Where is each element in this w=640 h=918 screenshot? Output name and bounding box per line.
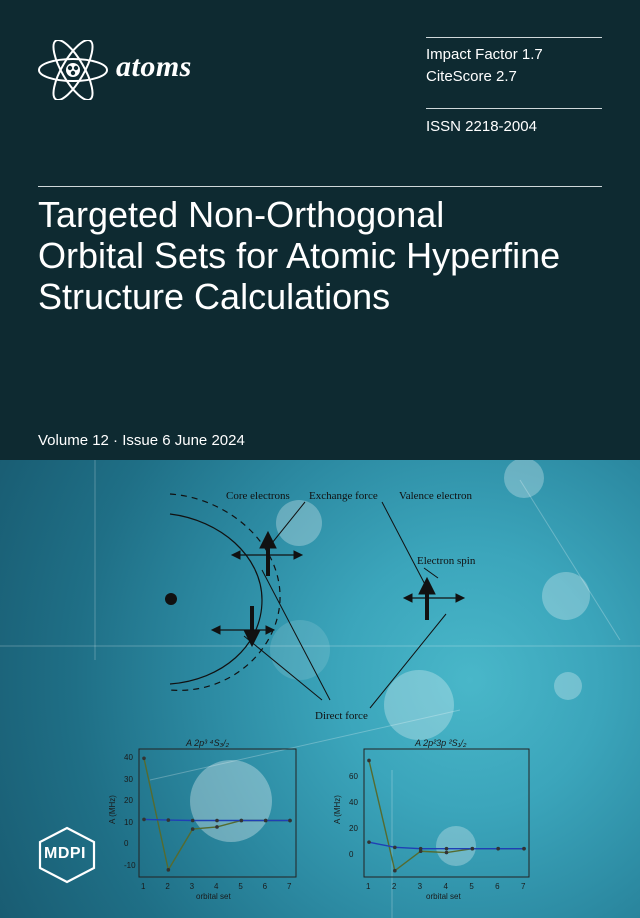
impact-factor: Impact Factor 1.7 [426,46,543,63]
data-point [419,847,423,851]
data-point [240,819,244,823]
x-tick-label: 6 [262,882,268,891]
y-tick-label: 20 [349,824,358,834]
issn: ISSN 2218-2004 [426,118,537,135]
data-point [471,847,475,851]
series-line [144,758,290,870]
data-point [288,819,292,823]
x-axis-label: orbital set [196,892,231,901]
electron-spin-label: Electron spin [417,555,476,567]
x-tick-label: 5 [238,882,243,891]
x-tick-label: 4 [443,882,448,891]
y-tick-label: -10 [124,860,136,870]
data-point [367,759,371,763]
chart-title: A 2p²3p ²S₁/₂ [415,738,467,748]
data-point [393,869,397,873]
x-tick-label: 7 [521,882,526,891]
data-point [264,819,268,823]
y-tick-label: 0 [349,850,354,860]
x-tick-label: 2 [165,882,170,891]
x-tick-label: 7 [287,882,292,891]
data-point [142,818,146,822]
data-point [167,868,171,872]
data-point [496,847,500,851]
y-tick-label: 40 [124,753,133,763]
x-tick-label: 3 [417,882,423,891]
data-point [215,819,219,823]
core-electrons-label: Core electrons [226,490,290,502]
data-point [191,819,195,823]
x-tick-label: 4 [214,882,219,891]
data-point [445,847,449,851]
journal-name: atoms [116,50,192,83]
data-point [393,846,397,850]
mdpi-logo [36,826,98,884]
citescore: CiteScore 2.7 [426,68,517,85]
publisher-name: MDPI [44,845,86,862]
title-line: Structure Calculations [38,276,391,317]
valence-electron-label: Valence electron [399,490,472,502]
x-tick-label: 3 [189,882,195,891]
y-tick-label: 30 [124,774,133,784]
divider [426,108,602,109]
x-tick-label: 6 [495,882,500,891]
y-axis-label: A (MHz) [332,795,342,824]
data-point [215,825,219,829]
divider [426,37,602,38]
chart-title: A 2p³ ⁴S₃/₂ [186,738,230,748]
data-point [522,847,526,851]
y-tick-label: 0 [124,839,129,849]
title-line: Targeted Non-Orthogonal [38,194,445,235]
atom-icon [36,40,110,100]
journal-logo [36,40,216,100]
data-point [142,756,146,760]
data-point [445,851,449,855]
x-tick-label: 5 [469,882,474,891]
issue-info: Volume 12 · Issue 6 June 2024 [38,432,245,449]
direct-force-label: Direct force [315,710,368,722]
article-title [38,194,608,317]
data-point [367,840,371,844]
y-axis-label: A (MHz) [107,795,117,824]
data-point [191,827,195,831]
x-axis-label: orbital set [426,892,461,901]
exchange-force-label: Exchange force [309,490,378,502]
x-tick-label: 1 [141,882,146,891]
title-line: Orbital Sets for Atomic Hyperfine [38,235,561,276]
x-tick-label: 1 [366,882,371,891]
y-tick-label: 10 [124,817,133,827]
x-tick-label: 2 [391,882,397,891]
data-point [167,818,171,822]
y-tick-label: 20 [124,796,133,806]
title-divider [38,186,602,187]
y-tick-label: 60 [349,772,358,782]
y-tick-label: 40 [349,798,358,808]
